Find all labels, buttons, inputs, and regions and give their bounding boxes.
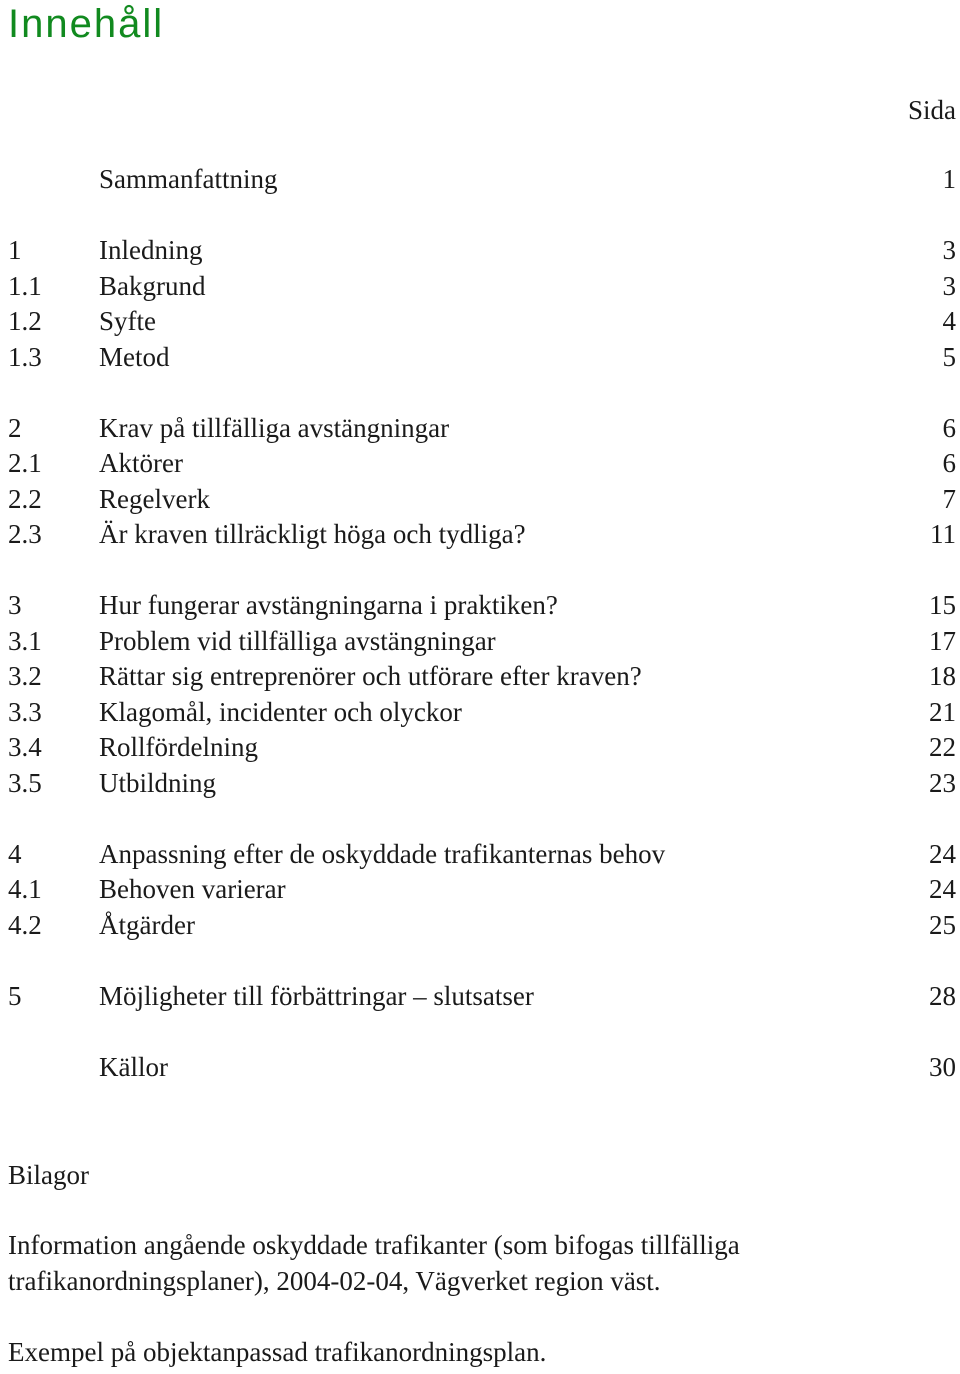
toc-entry-title: Aktörer	[99, 448, 183, 478]
toc-entry-number: 3.4	[8, 732, 42, 762]
table-of-contents	[8, 162, 956, 1085]
toc-entry-page: 23	[929, 767, 956, 798]
toc-entry-number: 2.1	[8, 448, 42, 478]
toc-entry-title: Problem vid tillfälliga avstängningar	[99, 625, 496, 656]
toc-entry-page: 18	[929, 661, 956, 691]
toc-entry	[8, 979, 956, 1015]
toc-entry-page: 22	[929, 732, 956, 762]
toc-entry-title: Är kraven tillräckligt höga och tydliga?	[99, 519, 526, 549]
toc-entry	[8, 162, 956, 198]
toc-entry-number: 3.1	[8, 625, 42, 656]
toc-entry-number: 1.1	[8, 270, 42, 301]
toc-entry-number: 1	[8, 235, 22, 265]
toc-entry-number: 3	[8, 590, 22, 620]
toc-entry	[8, 695, 956, 731]
toc-entry	[8, 233, 956, 269]
toc-entry-number: 2.2	[8, 483, 42, 514]
appendix-item: Information angående oskyddade trafikanter (som bifogas tillfälliga trafikanordningsplaner), 2004-02-04, Vägverket region väst.	[8, 1230, 740, 1296]
toc-entry-title: Hur fungerar avstängningarna i praktiken?	[99, 590, 558, 620]
toc-entry	[8, 340, 956, 376]
toc-entry-title: Källor	[99, 1051, 168, 1082]
toc-entry	[8, 482, 956, 518]
toc-entry-number: 3.5	[8, 767, 42, 798]
toc-entry-title: Regelverk	[99, 483, 210, 514]
toc-entry-page: 3	[942, 235, 956, 265]
toc-entry	[8, 837, 956, 873]
toc-entry	[8, 588, 956, 624]
toc-entry-title: Möjligheter till förbättringar – slutsatser	[99, 980, 534, 1011]
toc-entry	[8, 269, 956, 305]
toc-entry-title: Rättar sig entreprenörer och utförare efter kraven?	[99, 661, 642, 691]
toc-entry-title: Klagomål, incidenter och olyckor	[99, 696, 462, 727]
toc-entry	[8, 908, 956, 944]
toc-entry	[8, 730, 956, 766]
toc-entry-page: 24	[929, 838, 956, 869]
toc-entry-page: 11	[930, 519, 956, 549]
toc-entry-title: Bakgrund	[99, 270, 206, 301]
toc-entry-page: 6	[942, 412, 956, 443]
toc-entry-page: 5	[942, 341, 956, 372]
toc-entry-page: 28	[929, 980, 956, 1011]
toc-entry-title: Utbildning	[99, 767, 217, 798]
toc-entry	[8, 411, 956, 447]
toc-entry-page: 21	[929, 696, 956, 727]
toc-entry-number: 1.3	[8, 341, 42, 372]
toc-entry-number: 4.1	[8, 874, 42, 904]
toc-entry-page: 17	[929, 625, 956, 656]
toc-entry	[8, 304, 956, 340]
toc-entry-title: Inledning	[99, 235, 203, 265]
toc-entry	[8, 766, 956, 802]
toc-entry-number: 5	[8, 980, 22, 1011]
toc-entry	[8, 659, 956, 695]
toc-entry-number: 3.2	[8, 661, 42, 691]
toc-entry-title: Syfte	[99, 306, 156, 336]
toc-entry-page: 15	[929, 590, 956, 620]
page-title: Innehåll	[8, 2, 165, 46]
appendices-heading: Bilagor	[8, 1160, 89, 1190]
toc-entry-title: Åtgärder	[99, 909, 195, 940]
page-column-label: Sida	[907, 95, 956, 125]
toc-entry-title: Metod	[99, 341, 170, 372]
toc-entry-number: 3.3	[8, 696, 42, 727]
toc-entry-page: 25	[929, 909, 956, 940]
toc-entry-title: Rollfördelning	[99, 732, 258, 762]
toc-entry-number: 4.2	[8, 909, 42, 940]
toc-entry-title: Sammanfattning	[99, 164, 278, 194]
toc-entry	[8, 872, 956, 908]
toc-entry-number: 4	[8, 838, 22, 869]
toc-entry-title: Anpassning efter de oskyddade trafikanternas behov	[99, 838, 666, 869]
toc-entry-number: 1.2	[8, 306, 42, 336]
toc-entry-page: 6	[942, 448, 956, 478]
toc-entry-page: 24	[929, 874, 956, 904]
appendix-item: Exempel på objektanpassad trafikanordningsplan.	[8, 1337, 547, 1367]
toc-entry-page: 30	[929, 1051, 956, 1082]
toc-entry-page: 7	[942, 483, 956, 514]
toc-entry	[8, 624, 956, 660]
toc-entry-page: 4	[942, 306, 956, 336]
toc-entry-title: Krav på tillfälliga avstängningar	[99, 412, 450, 443]
toc-entry-page: 3	[942, 270, 956, 301]
toc-entry	[8, 446, 956, 482]
toc-entry-number: 2.3	[8, 519, 42, 549]
toc-entry-title: Behoven varierar	[99, 874, 286, 904]
toc-entry-page: 1	[942, 164, 956, 194]
toc-entry-number: 2	[8, 412, 22, 443]
toc-entry	[8, 1050, 956, 1086]
toc-entry	[8, 517, 956, 553]
